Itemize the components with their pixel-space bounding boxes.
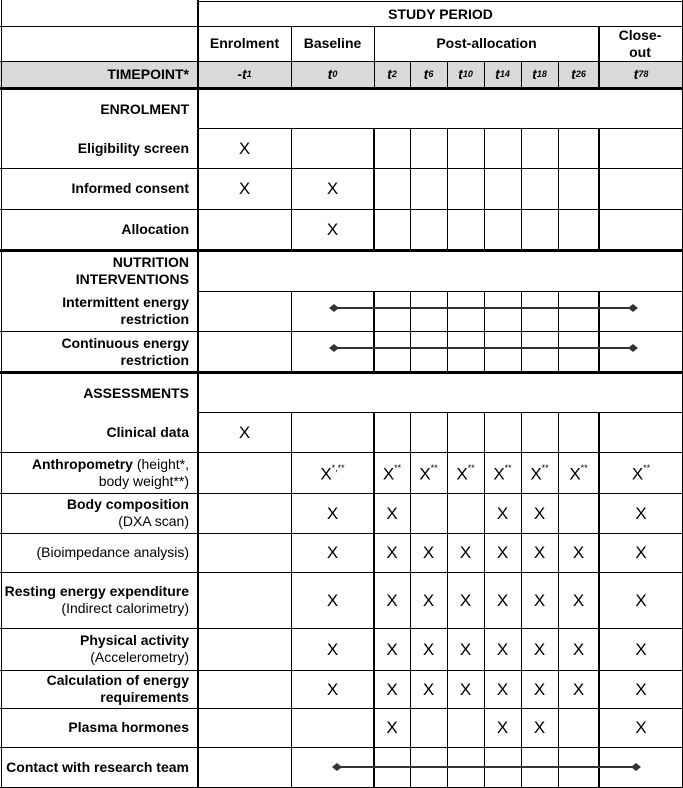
timepoint-base: t (532, 65, 537, 82)
enrolment-header: Enrolment (209, 35, 280, 51)
schedule-mark-text: X (459, 679, 472, 699)
row-label-bold: Calculation of energy requirements (46, 672, 189, 705)
schedule-mark-text: X (238, 422, 251, 442)
schedule-mark-text: X** (382, 463, 402, 484)
timepoint-base: t (327, 65, 333, 82)
row-label-bold: Eligibility screen (77, 139, 189, 156)
intermittent-bar-end-arrow (628, 304, 638, 312)
schedule-mark-text: X (326, 179, 339, 198)
schedule-mark-text: X (422, 639, 435, 659)
schedule-mark-text: X (326, 679, 339, 699)
schedule-mark-text: X (459, 639, 472, 659)
timepoint-base: t (387, 65, 392, 82)
schedule-mark-text: X** (456, 463, 475, 484)
timepoint-subscript: 18 (536, 68, 547, 79)
timepoint-base: t (571, 65, 576, 82)
timepoint-subscript: 78 (638, 68, 649, 79)
schedule-mark-text: X (238, 179, 251, 198)
row-label-detail: (height*, body weight**) (98, 455, 189, 489)
schedule-mark-text: X (572, 679, 585, 699)
schedule-mark-text: X (326, 639, 339, 659)
timepoint-base: t (633, 65, 639, 82)
timepoint-subscript: 14 (499, 68, 510, 79)
row-label-bold: Resting energy expenditure (4, 583, 189, 599)
timepoint-subscript: 26 (575, 68, 586, 79)
schedule-mark-text: X (459, 590, 472, 610)
schedule-mark-text: X (635, 543, 647, 562)
close-out-header: Close-out (618, 26, 662, 60)
row-label-bold: Informed consent (71, 180, 189, 196)
schedule-mark-text: X (496, 679, 509, 699)
contact-bar-end-arrow (631, 763, 641, 771)
schedule-mark-text: X (496, 590, 509, 610)
schedule-mark-text: X (533, 679, 546, 699)
row-label-bold: Continuous energy restriction (61, 334, 189, 368)
schedule-mark-text: X (635, 679, 647, 699)
continuous-bar-end-arrow (628, 344, 638, 352)
timepoint-subscript: 6 (428, 68, 434, 79)
baseline-header: Baseline (303, 35, 362, 51)
schedule-mark-text: X (572, 590, 585, 610)
schedule-mark-text: X (496, 543, 509, 562)
schedule-mark-text: X (533, 639, 546, 659)
schedule-mark-text: X (422, 590, 435, 610)
schedule-mark-text: X (422, 679, 435, 699)
section-assessments: ASSESSMENTS (83, 384, 189, 401)
row-label-detail: (DXA scan) (118, 513, 189, 529)
timepoint-subscript: 0 (332, 68, 338, 79)
timepoint-subscript: 10 (462, 68, 473, 79)
post-allocation-header: Post-allocation (436, 35, 537, 51)
continuous-bar-start-arrow (329, 344, 339, 352)
schedule-mark-text: X** (419, 463, 438, 484)
schedule-mark-text: X*,** (320, 463, 345, 484)
schedule-mark-text: X (572, 639, 585, 659)
schedule-mark-text: X (496, 639, 509, 659)
row-label-bold: Plasma hormones (68, 719, 189, 735)
schedule-mark-text: X (386, 639, 398, 659)
schedule-mark-text: X (386, 679, 398, 699)
timepoint-base: t (495, 65, 500, 82)
schedule-mark-text: X (326, 543, 339, 562)
schedule-mark-text: X (459, 543, 472, 562)
contact-bar-start-arrow (332, 763, 342, 771)
timepoint-base: t (458, 65, 463, 82)
row-label-detail: (Accelerometry) (90, 649, 189, 665)
timepoint-subscript: 1 (246, 68, 252, 79)
intermittent-bar-start-arrow (329, 304, 339, 312)
schedule-mark-text: X** (530, 463, 549, 484)
schedule-mark-text: X (386, 503, 398, 523)
schedule-mark-text: X** (493, 463, 512, 484)
schedule-mark-text: X (496, 718, 509, 737)
row-label-bold: Allocation (121, 221, 189, 237)
row-label-bold: Clinical data (106, 423, 189, 440)
row-label-bold: Body composition (66, 496, 189, 512)
schedule-mark-text: X** (631, 463, 651, 484)
timepoint-base: t (423, 65, 429, 82)
section-enrolment: ENROLMENT (100, 101, 189, 117)
schedule-mark-text: X (238, 138, 251, 158)
schedule-mark-text: X (386, 590, 398, 610)
schedule-mark-text: X (326, 503, 339, 523)
schedule-mark-text: X (635, 590, 647, 610)
schedule-mark-text: X (635, 639, 647, 659)
timepoint-base: -t (237, 65, 247, 82)
row-label-detail: (Bioimpedance analysis) (36, 544, 189, 560)
schedule-mark-text: X (572, 543, 585, 562)
timepoint-subscript: 2 (391, 68, 397, 79)
schedule-mark-text: X (533, 543, 546, 562)
schedule-mark-text: X (635, 718, 647, 737)
row-label-bold: Intermittent energy restriction (62, 294, 189, 327)
schedule-mark-text: X (422, 543, 435, 562)
schedule-mark-text: X (386, 543, 398, 562)
schedule-mark-text: X (533, 503, 546, 523)
section-nutrition-interventions: NUTRITION INTERVENTIONS (75, 254, 189, 287)
timepoint-label: TIMEPOINT* (107, 65, 189, 82)
row-label-bold: Physical activity (80, 632, 189, 648)
row-label-bold: Contact with research team (6, 759, 189, 775)
schedule-mark-text: X (326, 220, 339, 239)
schedule-mark-text: X (533, 718, 546, 737)
schedule-mark-text: X** (569, 463, 588, 484)
row-label-bold: Anthropometry (31, 455, 133, 472)
study-period-header: STUDY PERIOD (388, 5, 493, 22)
schedule-mark-text: X (533, 590, 546, 610)
schedule-mark-text: X (326, 590, 339, 610)
schedule-mark-text: X (635, 503, 647, 523)
schedule-mark-text: X (496, 503, 509, 523)
row-label-detail: (Indirect calorimetry) (61, 600, 189, 616)
schedule-mark-text: X (386, 718, 398, 737)
